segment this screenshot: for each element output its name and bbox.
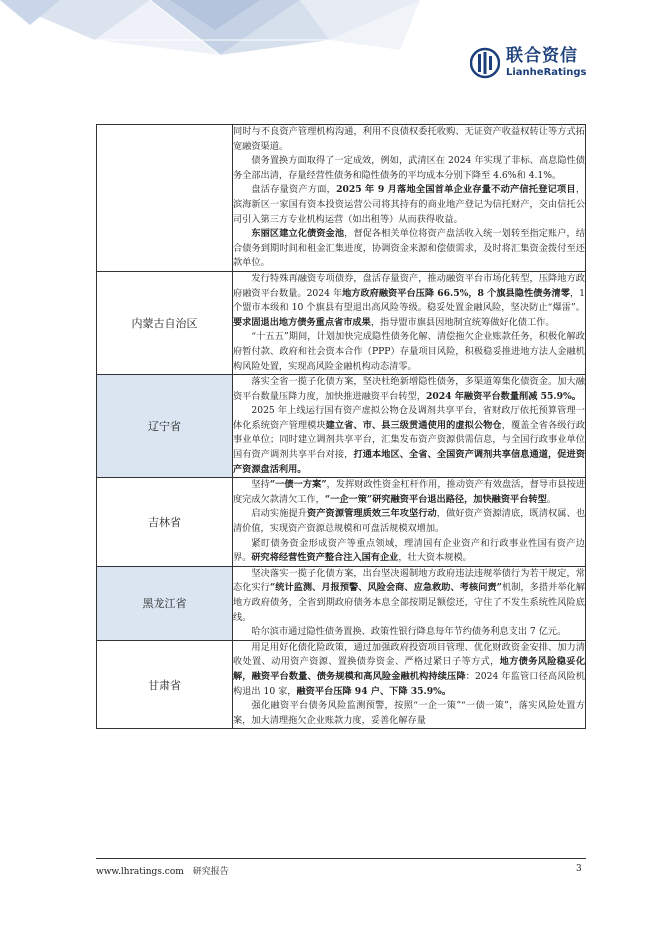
measure-paragraph xyxy=(233,154,585,183)
measure-paragraph xyxy=(233,330,585,374)
footer-divider xyxy=(96,858,586,859)
measure-paragraph xyxy=(233,478,585,507)
table-row xyxy=(97,478,586,567)
measure-paragraph xyxy=(233,625,585,640)
table-row xyxy=(97,125,586,272)
body-text: ，1 个盟市本级和 10 个旗县有望退出高风险等级。稳妥处置金融风险，坚决防止“爆雷”。 xyxy=(233,287,585,314)
region-cell xyxy=(97,125,233,272)
highlight-text: “统计监测、月报预警、风险会商、应急救助、考核问责” xyxy=(269,582,502,594)
table-row xyxy=(97,640,586,729)
region-cell: 黑龙江省 xyxy=(97,566,233,640)
highlight-text: “一企一策”研究融资平台退出路径，加快融资平台转型 xyxy=(324,493,547,505)
region-cell: 甘肃省 xyxy=(97,640,233,729)
body-text: ，督促各相关单位将资产盘活收入统一划转至指定账户，结合债务到期时间和租金汇集进度，协调资金来源和偿债需求，及时将汇集资金拨付至还款单位。 xyxy=(233,228,586,269)
body-text: ，覆盖全省各级行政事业单位；同时建立调剂共享平台，汇集发布资产资源供需信息，与全国行政事业单位国有资产调剂共享平台对接， xyxy=(233,419,586,461)
lianhe-logo xyxy=(470,46,586,80)
regional-debt-table xyxy=(96,124,586,729)
measure-paragraph xyxy=(233,125,585,154)
body-text: 坚持 xyxy=(251,479,270,491)
highlight-text: 2024 年融资平台数量削减 55.9%。 xyxy=(425,390,581,402)
region-cell: 辽宁省 xyxy=(97,375,233,478)
highlight-text: 地方债务风险稳妥化解，融资平台数量、债务规模和高风险金融机构持续压降 xyxy=(233,656,586,682)
measure-paragraph xyxy=(233,227,585,271)
highlight-text: 研究将经营性资产整合注入国有企业 xyxy=(251,552,399,564)
highlight-text: 资产资源管理质效三年攻坚行动 xyxy=(307,508,437,520)
measures-cell xyxy=(233,125,586,272)
table-row xyxy=(97,271,586,374)
measures-cell xyxy=(233,566,586,640)
measure-paragraph xyxy=(233,507,585,536)
lianhe-logo-icon xyxy=(470,46,500,80)
footer-site-label: www.lhratings.com 研究报告 xyxy=(96,867,229,877)
measure-paragraph xyxy=(233,404,585,477)
body-text: 落实全省一揽子化债方案，坚决杜绝新增隐性债务，多渠道筹集化债资金。加大融资平台数量压降力度，加快推进融资平台转型， xyxy=(233,376,585,402)
highlight-text: 地方政府融资平台压降 66.5%，8 个旗县隐性债务清零 xyxy=(342,287,570,299)
body-text: 2025 年上线运行国有资产虚拟公物仓及调剂共享平台，省财政厅依托预算管理一体化系统资产管理模块 xyxy=(233,405,585,431)
table-row xyxy=(97,566,586,640)
body-text: ，做好资产资源清底，既清权属、也清价值，实现资产资源总规模和可盘活规模双增加。 xyxy=(233,508,586,535)
body-text: 强化融资平台债务风险监测预警，按照“一企一策”“一债一策”，落实风险处置方案，加大清理拖欠企业账款力度，妥善化解存量 xyxy=(233,700,585,726)
body-text: 债务置换方面取得了一定成效，例如，武清区在 2024 年实现了非标、高息隐性债务全部出清，存量经营性债务和隐性债务的平均成本分别下降至 4.6%和 4.1%。 xyxy=(233,155,585,181)
body-text: 启动实施提升 xyxy=(251,508,308,520)
measure-paragraph xyxy=(233,641,585,699)
logo-chinese-name: 联合资信 xyxy=(506,46,578,66)
body-text: 坚决落实一揽子化债方案，出台坚决遏制地方政府违法违规举债行为若干规定，常态化实行 xyxy=(233,567,585,594)
highlight-text: “一债一方案” xyxy=(269,479,327,491)
highlight-text: 2025 年 9 月落地全国首单企业存量不动产信托登记项目 xyxy=(336,184,576,196)
highlight-text: 建立省、市、县三级贯通使用的虚拟公物仓 xyxy=(325,419,502,431)
highlight-text: 打通本地区、全省、全国资产调剂共享信息通道，促进资产资源盘活利用。 xyxy=(233,449,586,475)
measures-cell xyxy=(233,271,586,374)
body-text: ，壮大资本规模。 xyxy=(398,552,472,564)
body-text: ，发挥财政性资金杠杆作用，推动资产有效盘活，督导市县按进度完成欠款清欠工作， xyxy=(233,479,586,505)
highlight-text: 要求固退出地方债务重点省市成果 xyxy=(233,316,371,328)
highlight-text: 东丽区建立化债资金池 xyxy=(251,228,345,240)
measures-cell xyxy=(233,640,586,729)
body-text: 紧盯债务资金形成资产等重点领域，理清国有企业资产和行政事业性国有资产边界。 xyxy=(233,537,585,564)
logo-english-name: LianheRatings xyxy=(506,67,587,78)
highlight-text: 融资平台压降 94 户、下降 35.9%。 xyxy=(296,685,452,697)
region-cell: 吉林省 xyxy=(97,478,233,567)
body-text: 盘活存量资产方面， xyxy=(251,184,337,196)
body-text: 哈尔滨市通过隐性债务置换、政策性银行降息每年节约债务利息支出 7 亿元。 xyxy=(251,626,567,638)
region-cell: 内蒙古自治区 xyxy=(97,271,233,374)
table-row xyxy=(97,375,586,478)
measure-paragraph xyxy=(233,537,585,566)
body-text: 同时与不良资产管理机构沟通，利用不良债权委托收购、无证资产收益权转让等方式拓宽融资渠道。 xyxy=(233,126,585,152)
body-text: 用足用好化债化险政策，通过加强政府投资项目管理、优化财政资金安排、加力清收处置、动用资产资源、置换债券资金、严格过紧日子等方式， xyxy=(233,641,585,668)
body-text: 发行特殊再融资专项债券，盘活存量资产，推动融资平台市场化转型，压降地方政府融资平台数量。2024 年 xyxy=(233,272,585,299)
body-text: ，滨海新区一家国有资本投资运营公司将其持有的商业地产登记为信托财产，交由信托公司引入第三方专业机构运营（如出租等）从而获得收益。 xyxy=(233,184,586,225)
body-text: 机制，多措并举化解地方政府债务，全省到期政府债务本息全部按期足额偿还，守住了不发生系统性风险底线。 xyxy=(233,582,585,623)
measure-paragraph xyxy=(233,272,585,330)
body-text: 。 xyxy=(546,493,556,505)
measure-paragraph xyxy=(233,567,585,625)
measure-paragraph xyxy=(233,375,585,404)
measures-cell xyxy=(233,478,586,567)
measure-paragraph xyxy=(233,183,585,227)
page-number: 3 xyxy=(576,864,582,874)
body-text: ，指导盟市旗县因地制宜统筹做好化债工作。 xyxy=(370,316,555,328)
body-text: “十五五”期间，计划加快完成隐性债务化解、清偿拖欠企业账款任务，积极化解政府暂付款、政府和社会资本合作（PPP）存量项目风险，积极稳妥推进地方法人金融机构风险处置，实现高风险金融机构动态清零。 xyxy=(233,331,585,372)
body-text: ：2024 年监管口径高风险机构退出 10 家， xyxy=(233,670,585,697)
measures-cell xyxy=(233,375,586,478)
measure-paragraph xyxy=(233,699,585,728)
